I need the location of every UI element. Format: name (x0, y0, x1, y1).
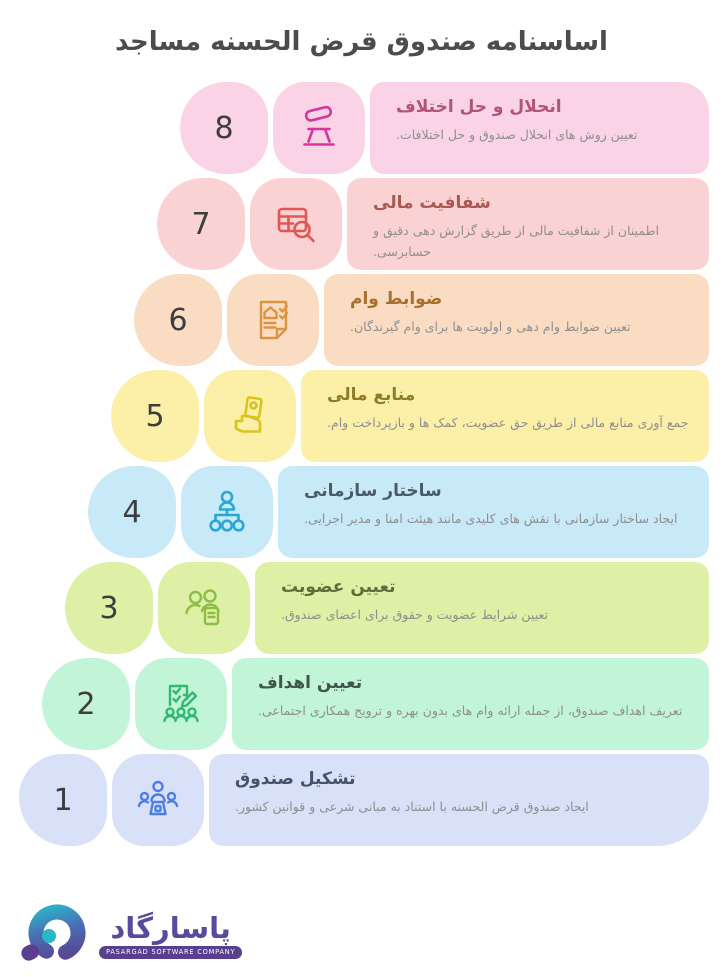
step-description: تعیین ضوابط وام دهی و اولویت ها برای وام گیرندگان. (350, 319, 631, 334)
step-number-bubble (180, 82, 268, 174)
step-number-bubble (88, 466, 176, 558)
step-number: 4 (122, 494, 142, 530)
step-row (88, 466, 709, 558)
step-row (65, 562, 709, 654)
step-icon-box (181, 466, 273, 558)
step-number: 2 (76, 686, 96, 722)
step-number: 1 (53, 782, 73, 818)
step-icon-box (273, 82, 365, 174)
step-number: 6 (168, 302, 188, 338)
step-heading: منابع مالی (327, 385, 416, 405)
step-description: ایجاد ساختار سازمانی با نقش های کلیدی مانند هیئت امنا و مدیر اجرایی. (304, 511, 678, 526)
gavel-icon (295, 104, 343, 152)
step-description: تعیین شرایط عضویت و حقوق برای اعضای صندوق. (281, 607, 548, 622)
step-content (370, 82, 709, 174)
step-content (255, 562, 709, 654)
step-icon-box (250, 178, 342, 270)
org-chart-icon (203, 488, 251, 536)
step-content (209, 754, 709, 846)
step-number: 3 (99, 590, 119, 626)
step-row (134, 274, 709, 366)
step-heading: تعیین اهداف (258, 673, 363, 693)
step-number-bubble (111, 370, 199, 462)
steps-list (0, 82, 723, 846)
step-row (19, 754, 709, 846)
step-description: تعیین روش های انحلال صندوق و حل اختلافات. (396, 127, 638, 142)
step-number-bubble (19, 754, 107, 846)
step-content (232, 658, 709, 750)
step-number: 7 (191, 206, 211, 242)
step-heading: شفافیت مالی (373, 193, 491, 213)
step-number: 5 (145, 398, 165, 434)
step-number: 8 (214, 110, 234, 146)
step-heading: ضوابط وام (350, 289, 443, 309)
step-content (301, 370, 709, 462)
step-number-bubble (42, 658, 130, 750)
step-description: تعریف اهداف صندوق، از جمله ارائه وام های بدون بهره و ترویج همکاری اجتماعی. (258, 703, 683, 718)
step-heading: تعیین عضویت (281, 577, 396, 597)
step-content (278, 466, 709, 558)
step-row (42, 658, 709, 750)
step-content (324, 274, 709, 366)
step-content (347, 178, 709, 270)
step-icon-box (135, 658, 227, 750)
step-description: اطمینان از شفافیت مالی از طریق گزارش دهی دقیق و حسابرسی. (373, 223, 660, 259)
step-number-bubble (65, 562, 153, 654)
page-title: اساسنامه صندوق قرض الحسنه مساجد (115, 27, 608, 57)
step-heading: ساختار سازمانی (304, 481, 442, 501)
step-icon-box (227, 274, 319, 366)
step-description: جمع آوری منابع مالی از طریق حق عضویت، کمک ها و بازپرداخت وام. (327, 415, 689, 430)
step-number-bubble (157, 178, 245, 270)
step-number-bubble (134, 274, 222, 366)
step-row (111, 370, 709, 462)
step-heading: انحلال و حل اختلاف (396, 97, 562, 117)
audit-table-search-icon (272, 200, 320, 248)
step-icon-box (158, 562, 250, 654)
logo-tagline: PASARGAD SOFTWARE COMPANY (99, 946, 242, 959)
step-icon-box (204, 370, 296, 462)
fund-formation-icon (134, 776, 182, 824)
step-description: ایجاد صندوق قرض الحسنه با استناد به مبانی شرعی و قوانین کشور. (235, 799, 589, 814)
money-hand-icon (226, 392, 274, 440)
loan-document-icon (249, 296, 297, 344)
step-heading: تشکیل صندوق (235, 769, 356, 789)
company-logo (13, 903, 242, 969)
step-row (157, 178, 709, 270)
members-icon (180, 584, 228, 632)
goals-checklist-icon (157, 680, 205, 728)
pasargad-logo-icon (13, 903, 95, 969)
step-icon-box (112, 754, 204, 846)
step-row (180, 82, 709, 174)
logo-name: پاسارگاد (110, 911, 231, 946)
